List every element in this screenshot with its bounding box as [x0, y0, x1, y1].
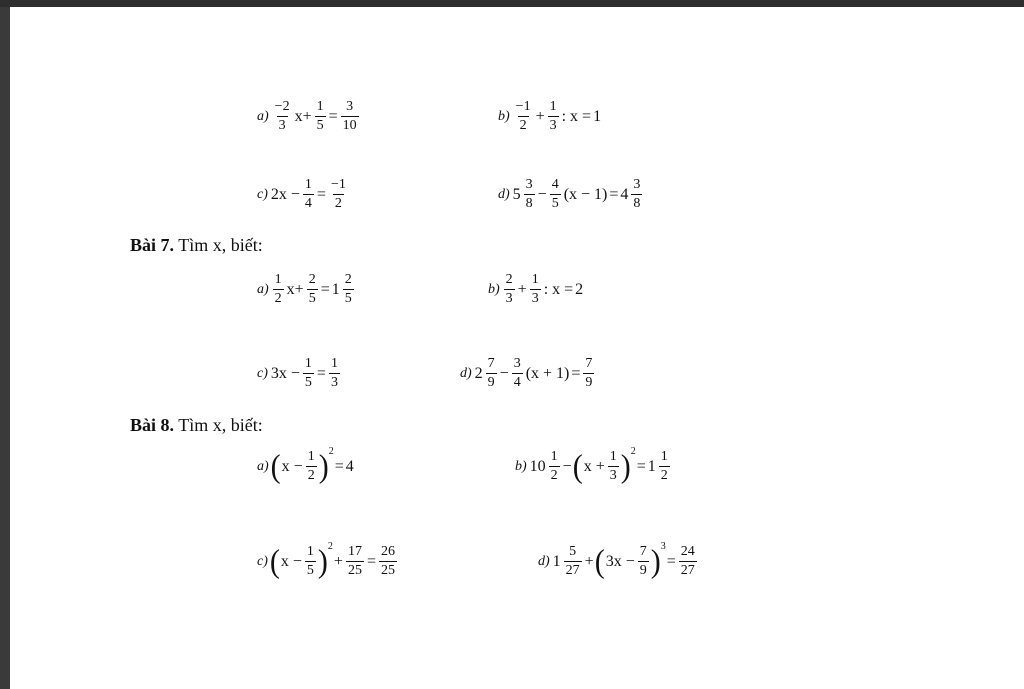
numerator: 3 [525, 177, 533, 192]
denominator: 5 [306, 563, 314, 578]
term: = [328, 107, 338, 125]
numerator: 3 [513, 356, 521, 371]
fraction [273, 273, 284, 306]
fraction [305, 545, 316, 578]
term: 1 [593, 107, 602, 125]
paren: ( [269, 542, 280, 580]
equation-6b [498, 100, 602, 133]
label-c: c) [257, 553, 268, 569]
equation-7b [488, 273, 584, 306]
fraction [530, 273, 541, 306]
term: 1 [552, 552, 561, 570]
exponent: 2 [327, 541, 333, 552]
fraction [329, 357, 340, 390]
term: x+ [294, 107, 312, 125]
term: 4 [620, 185, 629, 203]
label-d: d) [538, 553, 550, 569]
term: + [333, 552, 343, 570]
denominator: 9 [487, 375, 495, 390]
heading-bai-7: Bài 7. Tìm x, biết: [130, 235, 263, 255]
label-b: b) [488, 281, 500, 297]
fraction [329, 178, 348, 211]
denominator: 2 [274, 291, 282, 306]
numerator: 1 [550, 449, 558, 464]
term: = [316, 364, 326, 382]
numerator: 2 [344, 272, 352, 287]
term: 5 [512, 185, 521, 203]
term: x − [281, 457, 303, 475]
numerator: 4 [551, 177, 559, 192]
numerator: −2 [274, 99, 290, 114]
term: : x = [561, 107, 592, 125]
denominator: 25 [380, 563, 395, 578]
term: x + [583, 457, 605, 475]
numerator: −1 [515, 99, 531, 114]
term: (x + 1) [525, 364, 570, 382]
numerator: 5 [569, 544, 577, 559]
denominator: 5 [316, 118, 324, 133]
denominator: 5 [344, 291, 352, 306]
fraction [303, 178, 314, 211]
term: 2x − [270, 185, 300, 203]
numerator: 1 [330, 356, 338, 371]
fraction [514, 100, 533, 133]
denominator: 9 [639, 563, 647, 578]
label-c: c) [257, 365, 268, 381]
term: + [584, 552, 594, 570]
denominator: 4 [513, 375, 521, 390]
equation-6d [498, 178, 644, 211]
paren: ) [620, 447, 631, 485]
term: (x − 1) [563, 185, 608, 203]
equation-7a [257, 273, 356, 306]
top-bar [0, 0, 1024, 7]
term: 4 [345, 457, 354, 475]
denominator: 2 [550, 468, 558, 483]
term: = [666, 552, 676, 570]
fraction [273, 100, 292, 133]
equation-6a [257, 100, 361, 133]
term: 3x − [270, 364, 300, 382]
denominator: 2 [307, 468, 315, 483]
equation-8a [257, 446, 355, 485]
equation-8b [515, 446, 672, 485]
fraction [631, 178, 642, 211]
denominator: 3 [505, 291, 513, 306]
fraction [504, 273, 515, 306]
term: 1 [331, 280, 340, 298]
denominator: 5 [551, 196, 559, 211]
term: = [316, 185, 326, 203]
numerator: 1 [307, 449, 315, 464]
term: x+ [286, 280, 304, 298]
term: = [609, 185, 619, 203]
paren: ) [317, 542, 328, 580]
heading-bai-8: Bài 8. Tìm x, biết: [130, 415, 263, 435]
numerator: 7 [639, 544, 647, 559]
paren: ) [318, 447, 329, 485]
denominator: 27 [680, 563, 695, 578]
term: + [535, 107, 545, 125]
fraction [486, 357, 497, 390]
denominator: 3 [330, 375, 338, 390]
numerator: −1 [330, 177, 346, 192]
fraction [306, 450, 317, 483]
fraction [638, 545, 649, 578]
denominator: 2 [660, 468, 668, 483]
term: = [320, 280, 330, 298]
fraction [303, 357, 314, 390]
term: 2 [575, 280, 584, 298]
term: − [562, 457, 572, 475]
denominator: 8 [525, 196, 533, 211]
fraction [659, 450, 670, 483]
term: − [499, 364, 509, 382]
label-c: c) [257, 186, 268, 202]
numerator: 26 [380, 544, 395, 559]
paren: ( [270, 447, 281, 485]
denominator: 25 [347, 563, 362, 578]
term: = [334, 457, 344, 475]
term: 1 [647, 457, 656, 475]
fraction [307, 273, 318, 306]
numerator: 1 [660, 449, 668, 464]
paren: ) [650, 542, 661, 580]
numerator: 1 [304, 356, 312, 371]
label-d: d) [460, 365, 472, 381]
exponent: 2 [328, 446, 334, 457]
denominator: 4 [304, 196, 312, 211]
term: 3x − [605, 552, 635, 570]
denominator: 3 [531, 291, 539, 306]
paren: ( [594, 542, 605, 580]
term: 10 [529, 457, 546, 475]
document-page [10, 7, 1024, 689]
numerator: 1 [274, 272, 282, 287]
denominator: 10 [342, 118, 357, 133]
numerator: 3 [633, 177, 641, 192]
fraction [550, 178, 561, 211]
numerator: 1 [306, 544, 314, 559]
fraction [608, 450, 619, 483]
label-b: b) [498, 108, 510, 124]
fraction [346, 545, 364, 578]
numerator: 7 [487, 356, 495, 371]
denominator: 3 [549, 118, 557, 133]
numerator: 3 [346, 99, 354, 114]
term: − [537, 185, 547, 203]
numerator: 2 [505, 272, 513, 287]
numerator: 1 [549, 99, 557, 114]
term: 2 [474, 364, 483, 382]
fraction [512, 357, 523, 390]
exponent: 3 [660, 541, 666, 552]
equation-7d [460, 357, 596, 390]
term: = [636, 457, 646, 475]
denominator: 2 [334, 196, 342, 211]
denominator: 9 [585, 375, 593, 390]
fraction [315, 100, 326, 133]
fraction [343, 273, 354, 306]
denominator: 5 [304, 375, 312, 390]
term: + [517, 280, 527, 298]
term: = [366, 552, 376, 570]
denominator: 27 [565, 563, 580, 578]
equation-8c [257, 541, 399, 580]
term: x − [280, 552, 302, 570]
equation-8d [538, 541, 699, 580]
numerator: 1 [609, 449, 617, 464]
fraction [379, 545, 397, 578]
label-a: a) [257, 281, 269, 297]
numerator: 2 [308, 272, 316, 287]
fraction [679, 545, 697, 578]
denominator: 3 [278, 118, 286, 133]
denominator: 5 [308, 291, 316, 306]
fraction [524, 178, 535, 211]
denominator: 8 [633, 196, 641, 211]
denominator: 3 [609, 468, 617, 483]
paren: ( [572, 447, 583, 485]
equation-7c [257, 357, 342, 390]
label-a: a) [257, 458, 269, 474]
fraction [583, 357, 594, 390]
fraction [549, 450, 560, 483]
fraction [341, 100, 359, 133]
numerator: 17 [347, 544, 362, 559]
equation-6c [257, 178, 350, 211]
label-b: b) [515, 458, 527, 474]
term: = [571, 364, 581, 382]
numerator: 24 [680, 544, 695, 559]
numerator: 1 [316, 99, 324, 114]
label-d: d) [498, 186, 510, 202]
denominator: 2 [519, 118, 527, 133]
label-a: a) [257, 108, 269, 124]
exponent: 2 [630, 446, 636, 457]
fraction [548, 100, 559, 133]
numerator: 1 [304, 177, 312, 192]
fraction [564, 545, 582, 578]
term: : x = [543, 280, 574, 298]
numerator: 7 [585, 356, 593, 371]
numerator: 1 [531, 272, 539, 287]
